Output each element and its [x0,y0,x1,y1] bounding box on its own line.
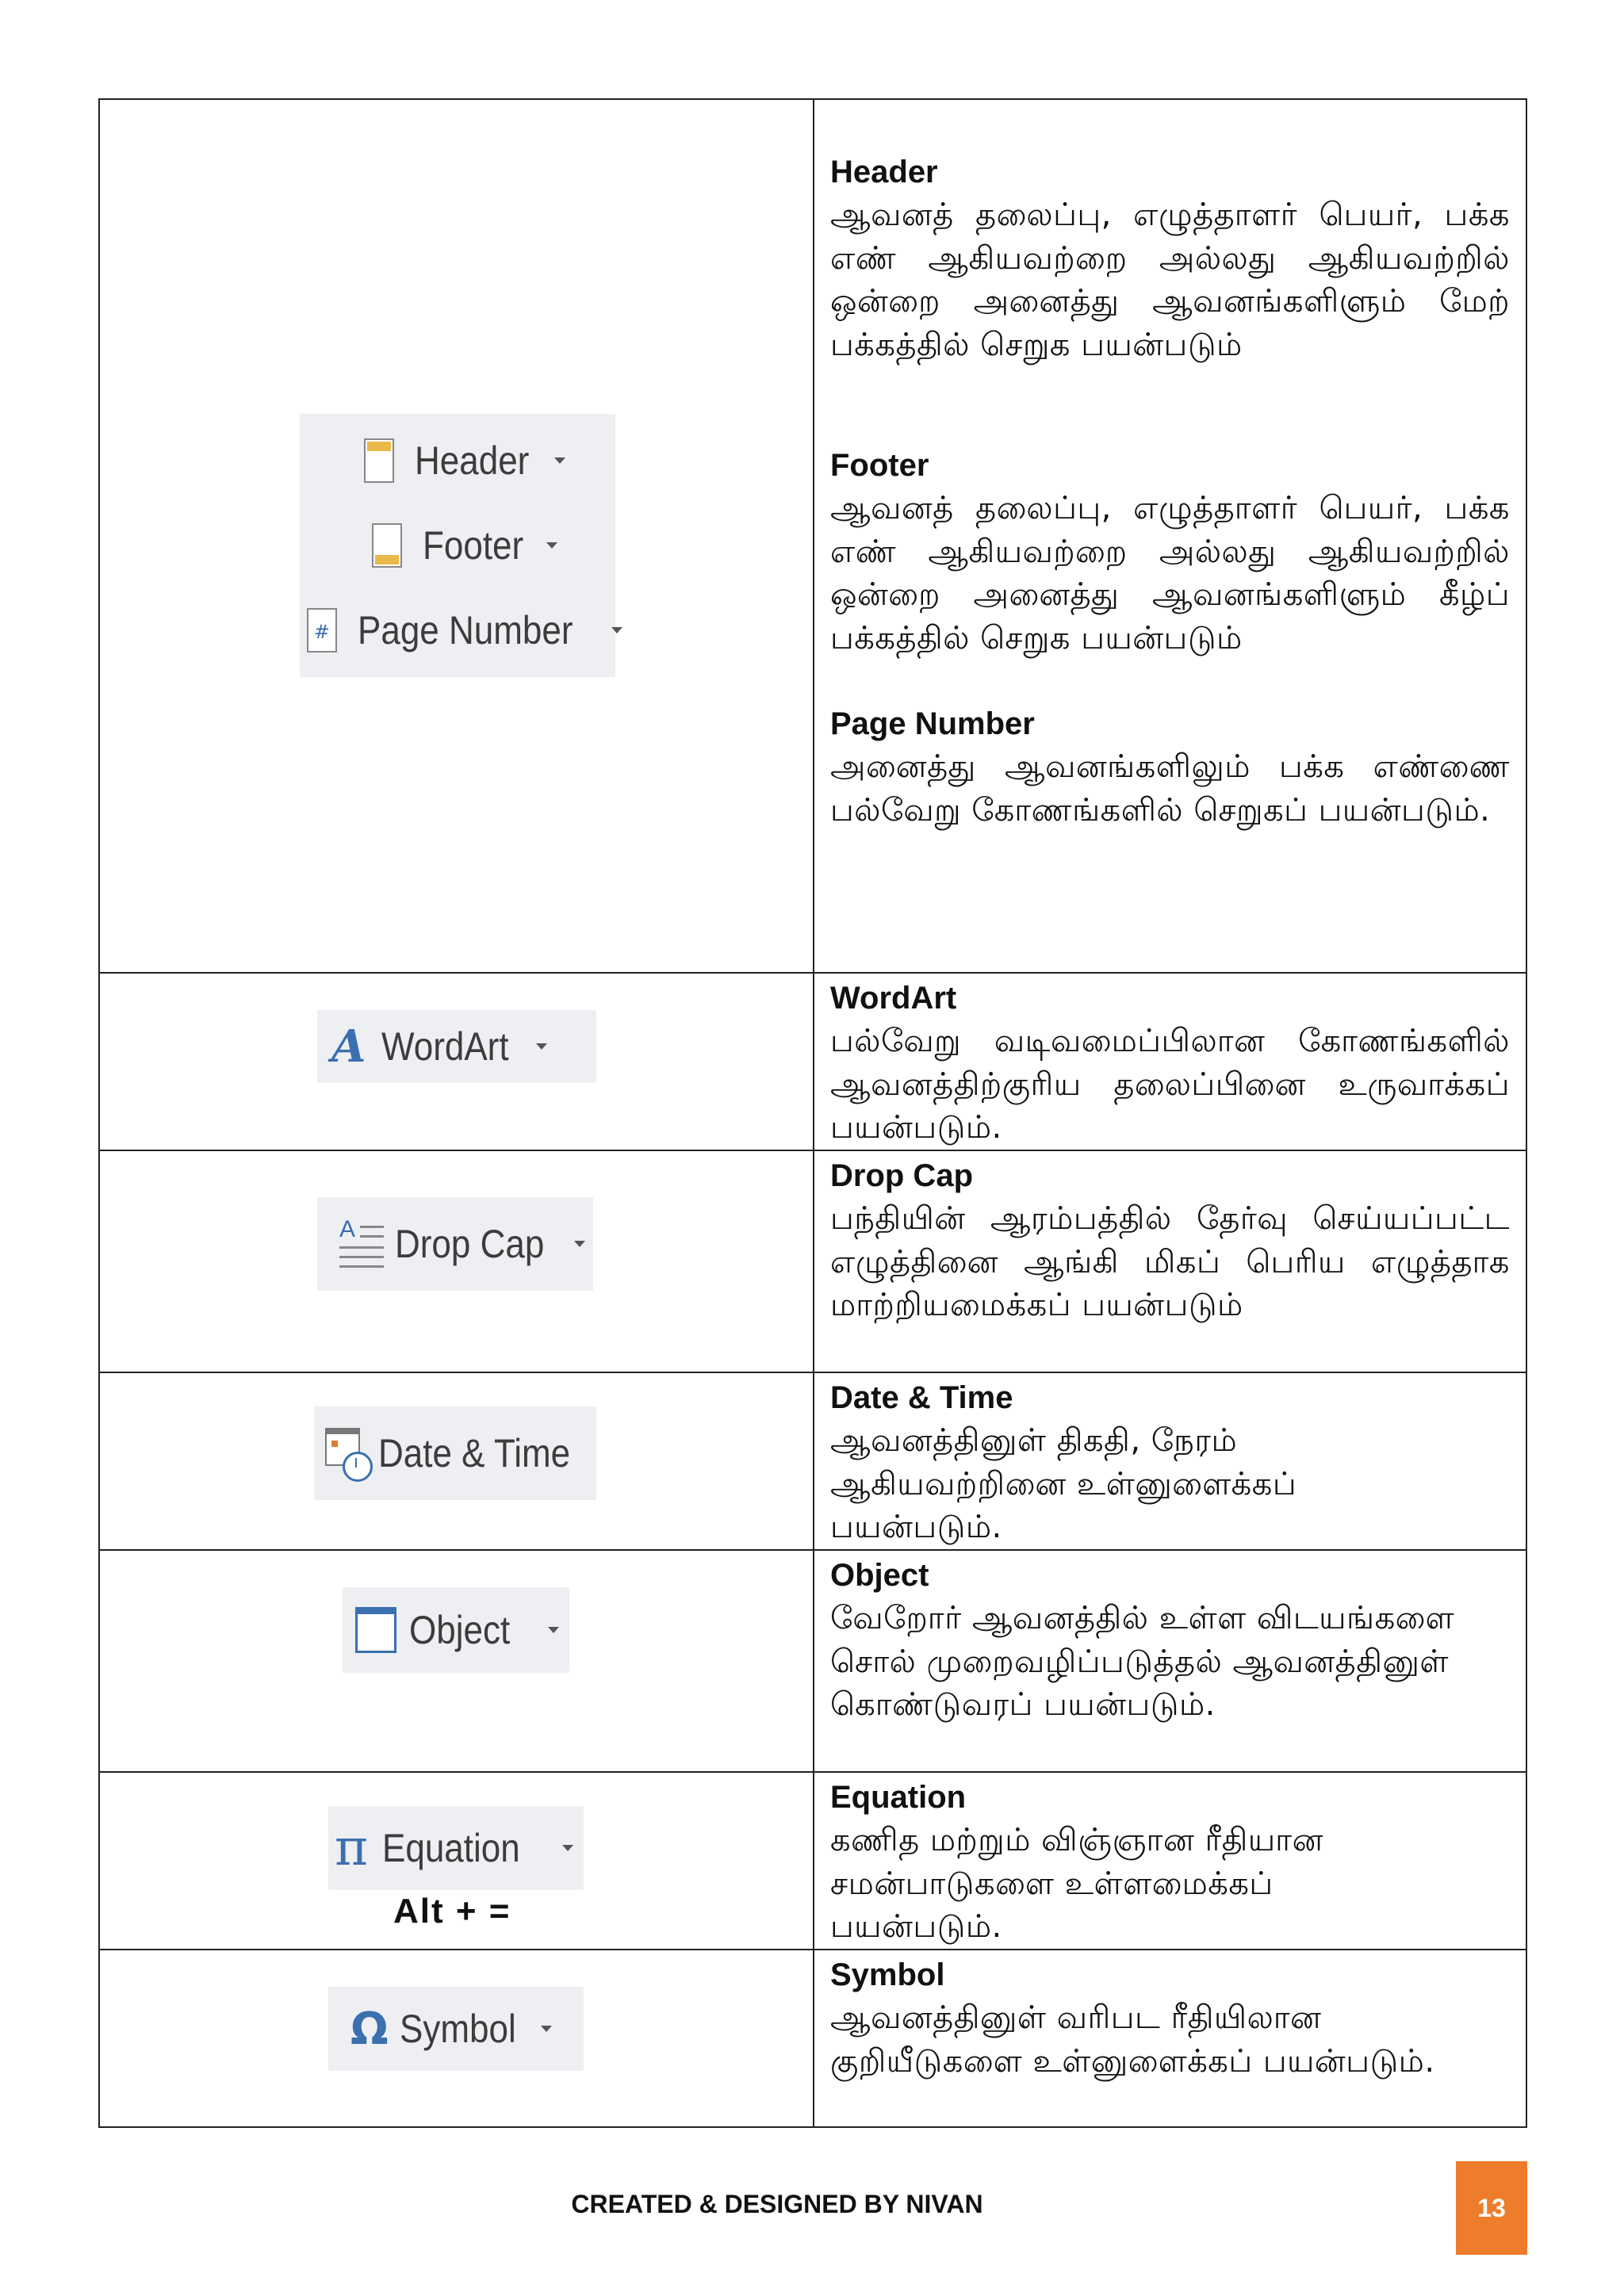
chevron-down-icon [554,457,565,464]
table-row [99,99,1526,973]
calendar-clock-icon [325,1428,370,1479]
description-cell [814,1772,1526,1950]
table-row [99,1772,1526,1950]
header-footer-ribbon-group [300,414,615,677]
table-row [99,1150,1526,1372]
wordart-button[interactable]: A WordArt [317,1010,596,1083]
chevron-down-icon [546,542,557,549]
page-number-icon: # [307,608,337,652]
ribbon-cell [99,1372,814,1550]
ribbon-cell [99,1550,814,1772]
date-time-title: Date & Time [830,1380,1013,1415]
description-cell [814,99,1526,973]
drop-cap-icon: A [339,1221,385,1267]
feature-table [98,98,1527,2128]
equation-button[interactable]: π Equation [328,1806,584,1890]
symbol-title: Symbol [830,1957,945,1992]
equation-title: Equation [830,1780,967,1815]
table-row [99,973,1526,1150]
description-cell [814,1150,1526,1372]
header-button[interactable]: Header [350,419,565,502]
table-row [99,1950,1526,2127]
header-description: ஆவனத் தலைப்பு, எழுத்தாளர் பெயர், பக்க எண் ஆகியவற்றை அல்லது ஆகியவற்றில் ஒன்றை அனைத்து ஆவனங்களிளும் மேற் பக்கத்தில் செறுக பயன்படும் [830,197,1510,363]
footer-page-icon [372,523,402,568]
page-number-title: Page Number [830,706,1035,741]
description-cell [814,1550,1526,1772]
chevron-down-icon [574,1241,585,1247]
chevron-down-icon [548,1627,559,1633]
ribbon-cell [99,1150,814,1372]
drop-cap-title: Drop Cap [830,1158,973,1193]
object-button[interactable]: Object [343,1587,569,1673]
page-number-button[interactable]: # Page Number [293,589,623,672]
pi-icon: π [335,1819,369,1877]
wordart-icon: A [331,1020,366,1073]
wordart-description: பல்வேறு வடிவமைப்பிலான கோணங்களில் ஆவனத்திற்குரிய தலைப்பினை உருவாக்கப் பயன்படும். [830,1023,1510,1146]
page-number-badge: 13 [1456,2161,1527,2255]
chevron-down-icon [562,1845,573,1851]
chevron-down-icon [611,627,622,633]
object-description: வேறோர் ஆவனத்தில் உள்ள விடயங்களை சொல் முறைவழிப்படுத்தல் ஆவனத்தினுள் கொண்டுவரப் பயன்படும். [830,1600,1455,1723]
chevron-down-icon [536,1043,547,1050]
table-row [99,1372,1526,1550]
object-title: Object [830,1558,929,1593]
ribbon-cell [99,1772,814,1950]
footer-description: ஆவனத் தலைப்பு, எழுத்தாளர் பெயர், பக்க எண் ஆகியவற்றை அல்லது ஆகியவற்றில் ஒன்றை அனைத்து ஆவனங்களிளும் கீழ்ப் பக்கத்தில் செறுக பயன்படும் [830,490,1510,656]
date-time-button[interactable]: Date & Time [314,1406,596,1500]
footer-title: Footer [830,448,929,483]
drop-cap-description: பந்தியின் ஆரம்பத்தில் தேர்வு செய்யப்பட்ட எழுத்தினை ஆங்கி மிகப் பெரிய எழுத்தாக மாற்றியமைக்கப் பயன்படும் [830,1200,1510,1323]
header-page-icon [364,438,394,483]
drop-cap-button[interactable]: A Drop Cap [317,1197,593,1291]
wordart-title: WordArt [830,981,957,1016]
object-window-icon [355,1607,396,1653]
ribbon-cell [99,1950,814,2127]
omega-icon: Ω [350,2003,389,2055]
chevron-down-icon [541,2026,552,2032]
description-cell [814,973,1526,1150]
equation-shortcut: Alt + = [393,1892,511,1931]
description-cell [814,1372,1526,1550]
header-title: Header [830,155,938,189]
page-number-description: அனைத்து ஆவனங்களிலும் பக்க எண்ணை பல்வேறு கோணங்களில் செறுகப் பயன்படும். [830,748,1510,828]
footer-credit: CREATED & DESIGNED BY NIVAN [571,2190,983,2218]
equation-description: கணித மற்றும் விஞ்ஞான ரீதியான சமன்பாடுகளை உள்ளமைக்கப் பயன்படும். [830,1822,1323,1945]
date-time-description: ஆவனத்தினுள் திகதி, நேரம் ஆகியவற்றினை உள்னுளைக்கப் பயன்படும். [830,1422,1297,1545]
ribbon-cell [99,973,814,1150]
ribbon-cell [99,99,814,973]
table-row [99,1550,1526,1772]
symbol-description: ஆவனத்தினுள் வரிபட ரீதியிலான குறியீடுகளை உள்னுளைக்கப் பயன்படும். [830,1999,1435,2080]
symbol-button[interactable]: Ω Symbol [328,1987,584,2071]
footer-button[interactable]: Footer [358,504,558,587]
description-cell [814,1950,1526,2127]
